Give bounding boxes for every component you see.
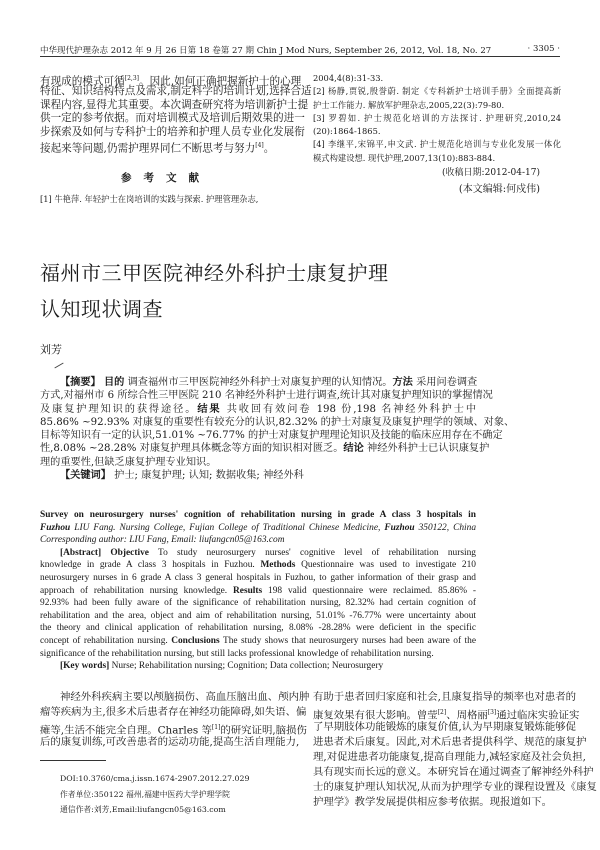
body-line: 进患者术后康复。因此,对术后患者提供科学、规范的康复护 bbox=[313, 736, 587, 748]
footnote-divider bbox=[40, 760, 106, 761]
text-line: 课程内容,显得尤其重要。本次调查研究将为培训新护士提 bbox=[40, 98, 309, 111]
reference-1: [1] 牛艳萍. 年轻护士在岗培训的实践与探索. 护理管理杂志, bbox=[40, 194, 259, 204]
body-line: 瘫等,生活不能完全自理。Charles 等[1]的研究证明,脑损伤 bbox=[40, 724, 307, 737]
reference-line: (20):1864-1865. bbox=[313, 126, 381, 137]
english-line: concept of rehabilitation nursing. Conclusions The study shows that neurosurgery nurses had been aware of the bbox=[40, 635, 476, 646]
page-number: · 3305 · bbox=[527, 44, 560, 54]
reference-line: 护士工作能力. 解放军护理杂志,2005,22(3):79-80. bbox=[313, 99, 505, 110]
body-right-column bbox=[313, 690, 597, 810]
abstract-line: 方式,对福州市 6 所综合性三甲医院 210 名神经外科护士进行调查,统计其对康复护理知识的掌握情况 bbox=[40, 390, 493, 402]
english-line: Corresponding author: LIU Fang, Email: liufangcn05@163.com bbox=[40, 535, 285, 546]
reference-line: [3] 罗碧如. 护士规范化培训的方法探讨. 护理研究,2010,24 bbox=[313, 112, 561, 123]
body-line: 了早期肢体功能锻炼的康复价值,认为早期康复锻炼能够促 bbox=[313, 721, 577, 733]
body-line: 有助于患者回归家庭和社会,且康复指导的频率也对患者的 bbox=[313, 691, 577, 703]
english-line: neurosurgery nurses in 6 grade A class 3 general hospitals in Fuzhou, to gather information of their grasp and bbox=[40, 572, 476, 583]
english-line: 92.93% had been fully aware of the significance of rehabilitation nursing, 82.32% had certain cognition of bbox=[40, 598, 476, 609]
english-line: Fuzhou LIU Fang. Nursing College, Fujian College of Traditional Chinese Medicine, Fuzhou 350122, China bbox=[40, 522, 477, 533]
english-line: significance of the rehabilitation nursing, but still lacks professional knowledge of rehabilitation nursing. bbox=[40, 648, 434, 659]
decorative-mark bbox=[54, 363, 63, 369]
abstract-english bbox=[40, 509, 476, 673]
article-title-line-2: 认知现状调查 bbox=[40, 297, 163, 321]
body-line: 后的康复训练,可改善患者的运动功能,提高生活自理能力, bbox=[40, 736, 300, 748]
reference-line: 2004,4(8):31-33. bbox=[313, 73, 384, 83]
footnotes bbox=[60, 771, 249, 818]
keywords-chinese: 【关键词】 护士; 康复护理; 认知; 数据收集; 神经外科 bbox=[60, 469, 304, 482]
body-line: 具有现实而长远的意义。本研究旨在通过调查了解神经外科护 bbox=[313, 766, 594, 778]
body-line: 理,对促进患者功能康复,提高自理能力,减轻家庭及社会负担, bbox=[313, 751, 586, 763]
english-line: Survey on neurosurgery nurses' cognition of rehabilitation nursing in grade A class 3 hospitals in bbox=[40, 510, 476, 520]
previous-article-text bbox=[40, 72, 312, 155]
abstract-line: 理的重要性,但缺乏康复护理专业知识。 bbox=[40, 456, 217, 468]
body-line: 神经外科疾病主要以颅脑损伤、高血压脑出血、颅内肿 bbox=[60, 691, 310, 703]
english-line: knowledge in grade A class 3 hospitals in Fuzhou. Methods Questionnaire was used to investigate 210 bbox=[40, 560, 476, 571]
abstract-line: 及康复护理知识的获得途径。结果 共收回有效问卷 198 份,198 名神经外科护士中 bbox=[40, 402, 477, 415]
body-line: 瘤等疾病为主,很多术后患者存在神经功能障碍,如失语、偏 bbox=[40, 706, 307, 718]
body-line: 康复效果有很大影响。曾莹[2]、周格丽[3]通过临床实验证实 bbox=[313, 709, 580, 722]
running-header: 中华现代护理杂志 2012 年 9 月 26 日第 18 卷第 27 期 Chin J Mod Nurs, September 26, 2012, Vol. 18, No. 27 bbox=[40, 44, 560, 57]
abstract-line: 【摘要】 目的 调查福州市三甲医院神经外科护士对康复护理的认知情况。方法 采用问卷调查 bbox=[60, 376, 478, 388]
text-line: 特征、知识结构特点及需求,制定科学的培训计划,选择合适 bbox=[40, 85, 312, 98]
body-left-column bbox=[40, 690, 310, 750]
editor-note: (本文编辑:何戍伟) bbox=[458, 184, 540, 195]
text-line: 接起来等问题,仍需护理界同仁不断思考与努力[4]。 bbox=[40, 141, 275, 155]
english-line: the theory and clinical application of rehabilitation nursing, 8.08% -28.28% were deficient in the specific bbox=[40, 623, 476, 634]
reference-line: [4] 李继平,宋锦平,申文武. 护士规范化培训与专业化发展一体化 bbox=[313, 139, 561, 150]
text-line: 步探索及如何与专科护士的培养和护理人员专业化发展衔 bbox=[40, 125, 305, 138]
text-line: 有现成的模式可循[2,3]。因此,如何正确把握新护士的心理 bbox=[40, 75, 302, 88]
received-date: (收稿日期:2012-04-17) bbox=[442, 168, 540, 178]
abstract-line: 85.86% ~92.93% 对康复的重要性有较充分的认识,82.32% 的护士对康复及康复护理学的领域、对象、 bbox=[40, 416, 515, 428]
article-title-line-1: 福州市三甲医院神经外科护士康复护理 bbox=[40, 261, 389, 285]
text-line: 供一定的参考依据。而对培训模式及培训后期效果的进一 bbox=[40, 112, 305, 125]
english-line: approach of rehabilitation nursing knowledge. Results 198 valid questionnaire were reclaimed. 85.86% - bbox=[40, 585, 476, 596]
reference-line: [2] 杨静,贾锐,殷誉蔚. 制定《专科新护士培训手册》全面提高新 bbox=[313, 86, 561, 97]
body-line: 护理学》教学发展提供相应参考依据。现报道如下。 bbox=[313, 796, 552, 808]
abstract-line: 性,8.08% ~28.28% 对康复护理具体概念等方面的知识相对匮乏。结论 神经外科护士已认识康复护 bbox=[40, 442, 490, 455]
english-line: [Key words] Nurse; Rehabilitation nursing; Cognition; Data collection; Neurosurgery bbox=[60, 661, 384, 672]
abstract-chinese bbox=[40, 376, 515, 482]
reference-list bbox=[313, 72, 561, 165]
abstract-line: 目标等知识有一定的认识,51.01% ~76.77% 的护士对康复护理理论知识及技能的临床应用存在不确定 bbox=[40, 430, 503, 442]
footnote-line: 作者单位:350122 福州,福建中医药大学护理学院 bbox=[60, 789, 230, 799]
reference-line: 模式构建设想. 现代护理,2007,13(10):883-884. bbox=[313, 152, 496, 163]
footnote-line: 通信作者:刘芳,Email:liufangcn05@163.com bbox=[60, 805, 226, 814]
body-line: 士的康复护理认知状况,从而为护理学专业的课程设置及《康复 bbox=[313, 781, 597, 793]
references-heading: 参考文献 bbox=[121, 172, 211, 184]
author: 刘芳 bbox=[40, 343, 62, 356]
footnote-line: DOI:10.3760/cma.j.issn.1674-2907.2012.27.029 bbox=[60, 774, 250, 783]
english-line: [Abstract] Objective To study neurosurgery nurses' cognitive level of rehabilitation nursing bbox=[60, 547, 476, 558]
english-line: rehabilitation and the area, object and aim of rehabilitation nursing, 51.01% -76.77% were uncertainty about bbox=[40, 610, 476, 621]
